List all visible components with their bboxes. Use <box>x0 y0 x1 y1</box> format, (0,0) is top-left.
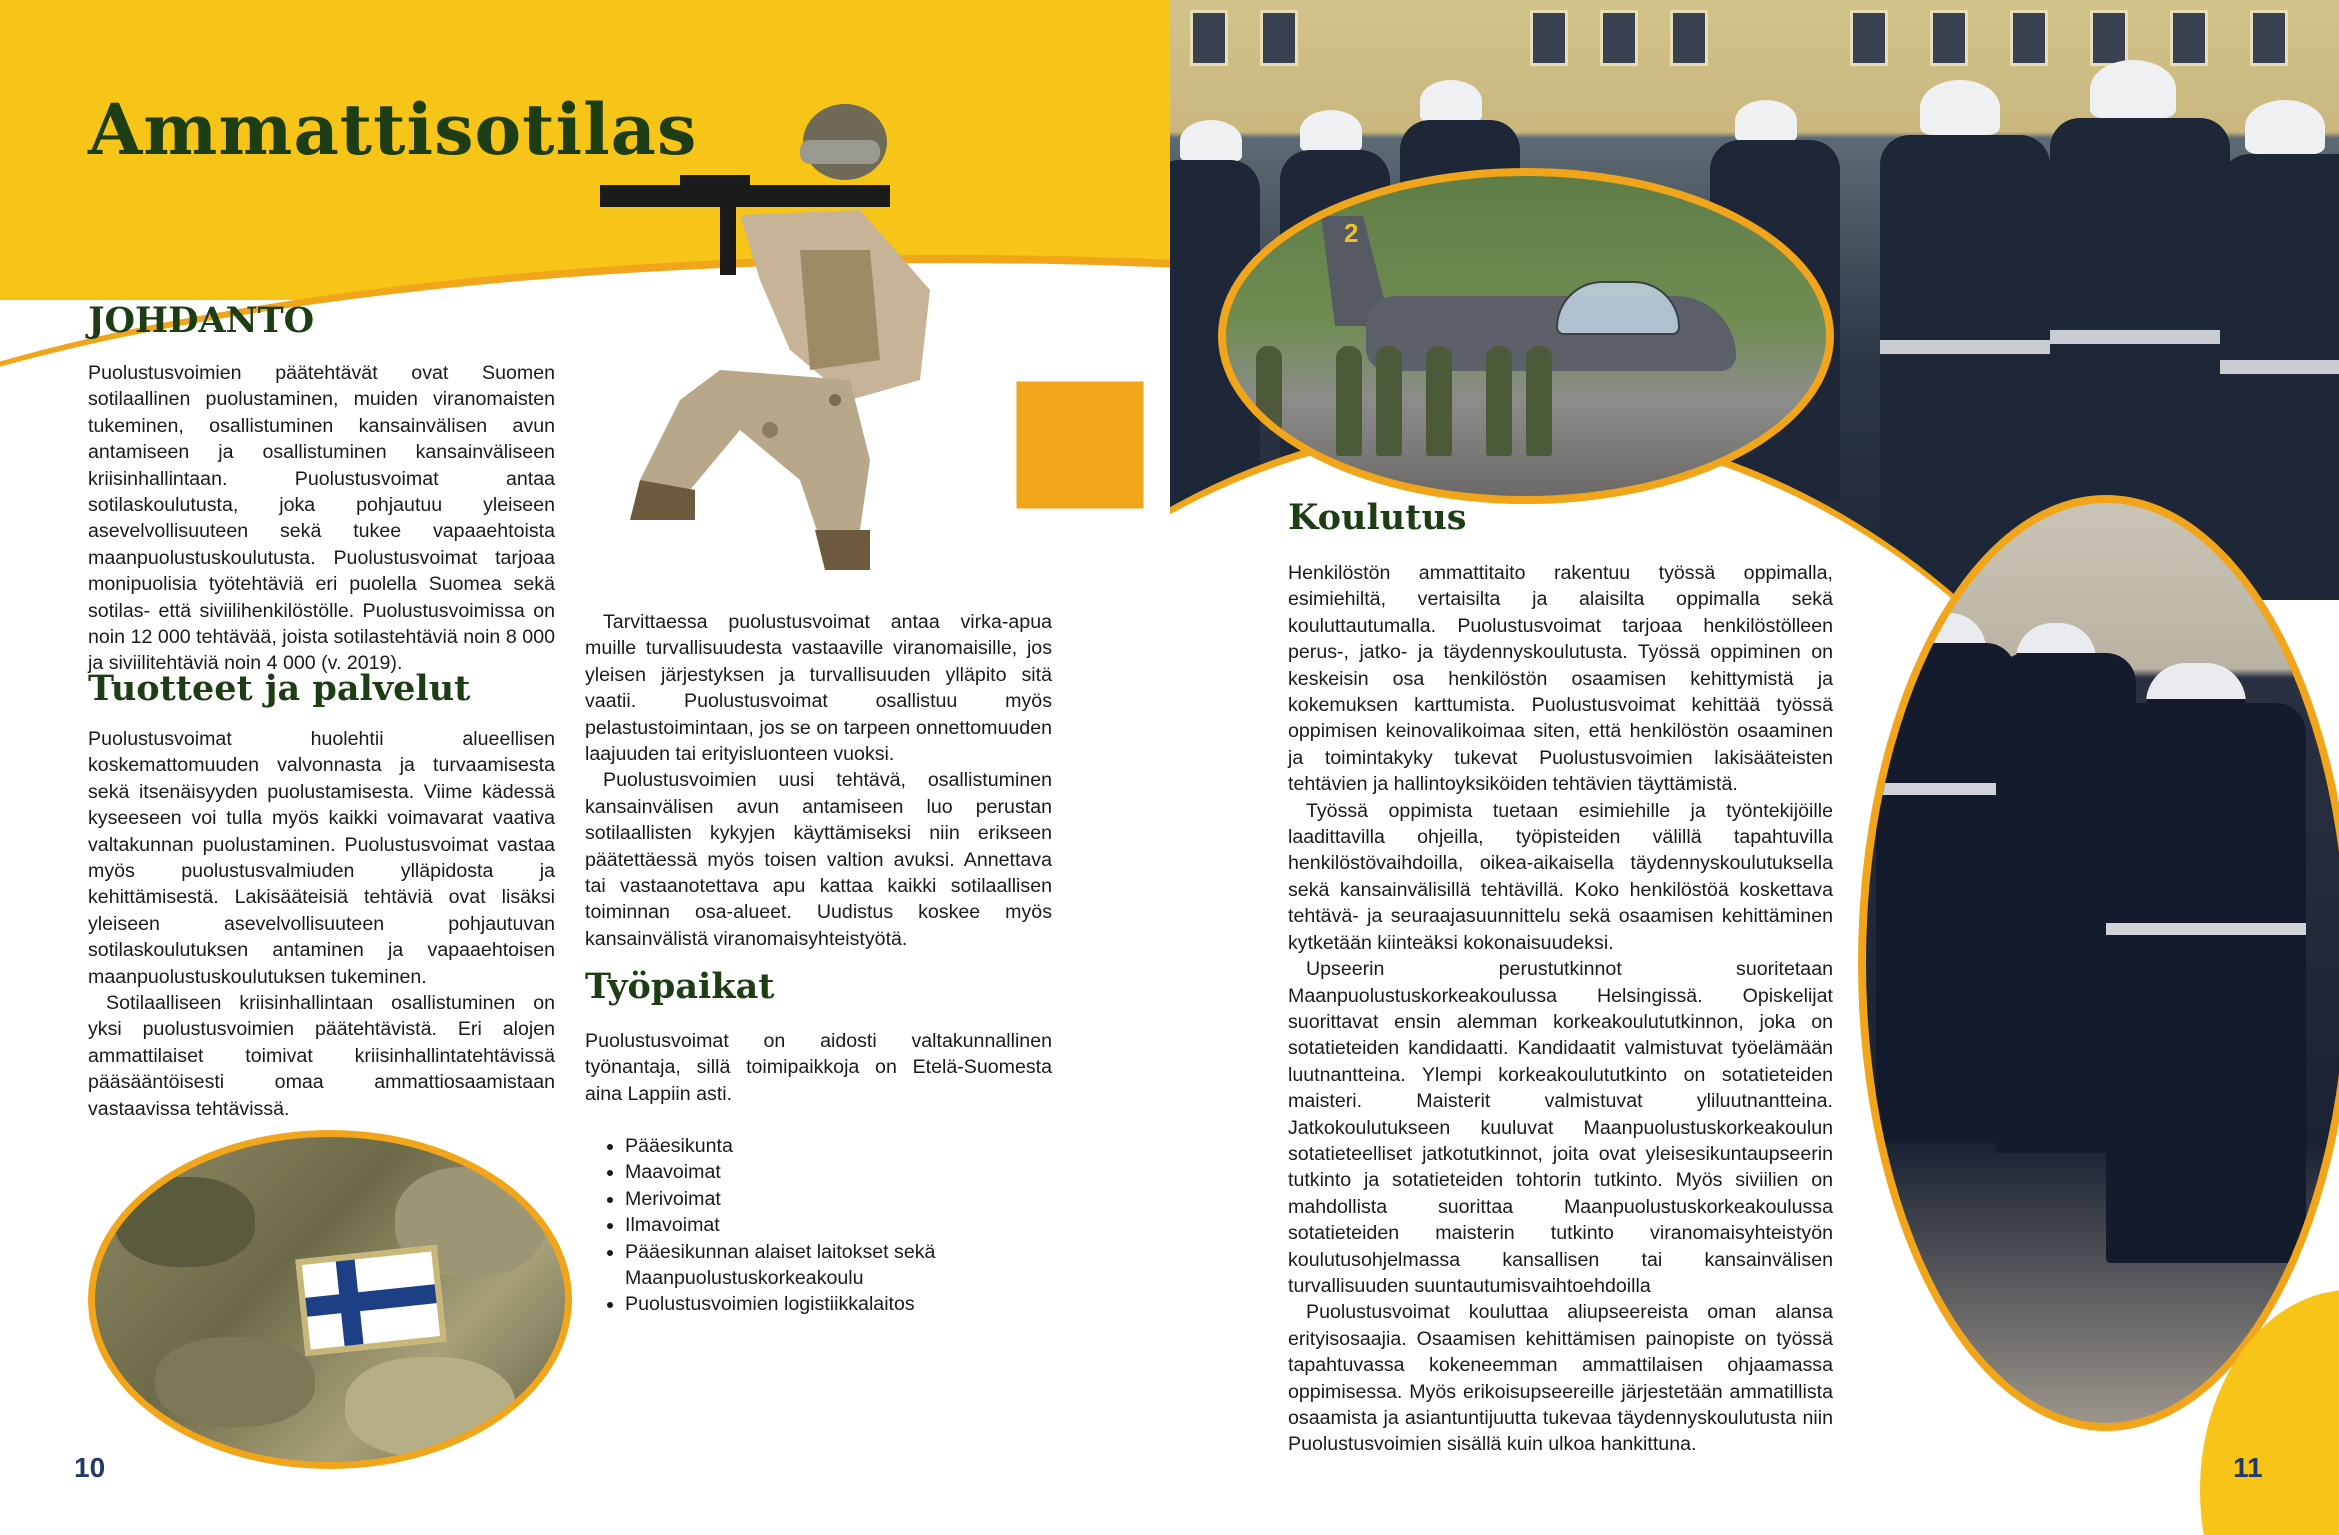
tyopaikat-text <box>585 1028 1052 1107</box>
building-window <box>1190 10 1228 66</box>
building-window <box>1930 10 1968 66</box>
johdanto-text <box>88 360 555 677</box>
crew-member <box>1486 346 1512 456</box>
koulutus-paragraph: Upseerin perustutkinnot suoritetaan Maanpuolustuskorkeakoulussa Helsingissä. Opiskelijat suorittavat ensin alemman korkeakoulututkinnon, joka on sotatieteiden kandidaatti. Kandidaatit valmistuvat työelämään luutnantteina. Ylempi korkeakoulututkinto on sotatieteiden maisteri. Maisterit valmistuvat yliluutnantteina. Jatkokoulutukseen kuuluvat Maanpuolustuskorkeakoulun sotatieteelliset jatkotutkinnot, joita ovat yleisesikuntaupseerin tutkinto ja sotatieteiden tohtorin tutkinto. Myös siviilien on mahdollista suorittaa Maanpuolustuskorkeakoulussa sotatieteiden maisterin tutkinto viranomaisyhteistyön koulutusohjelmassa kansallisen tai kansainvälisen turvallisuuden suuntautumisvaihtoehdoilla <box>1288 958 1833 1297</box>
list-item: • Pääesikunta <box>625 1133 1095 1159</box>
right-page <box>1170 0 2339 1535</box>
list-item: • Pääesikunnan alaiset laitokset sekä Maanpuolustuskorkeakoulu <box>625 1239 1095 1292</box>
camo-pattern <box>345 1357 515 1457</box>
cadet-belt <box>2106 923 2306 935</box>
johdanto-paragraph: Puolustusvoimien päätehtävät ovat Suomen sotilaallinen puolustaminen, muiden viranomaisten tukeminen, osallistuminen kansainvälisen avun antamiseen ja osallistuminen kansainväliseen kriisinhallintaan. Puolustusvoimat antaa sotilaskoulutusta, joka pohjautuu yleiseen asevelvollisuuteen sekä tukee vapaaehtoista maanpuolustuskoulutusta. Puolustusvoimat tarjoaa monipuolisia työtehtäviä eri puolella Suomea sekä sotilas- että siviilihenkilöstölle. Puolustusvoimissa on noin 12 000 tehtävää, joista sotilastehtäviä noin 8 000 ja siviilitehtäviä noin 4 000 (v. 2019). <box>88 362 555 675</box>
building-window <box>1260 10 1298 66</box>
jet-tail-number: 2 <box>1344 218 1359 248</box>
cadet <box>1876 643 2016 1143</box>
building-window <box>1530 10 1568 66</box>
crew-member <box>1256 346 1282 456</box>
building-window <box>1600 10 1638 66</box>
list-item: • Puolustusvoimien logistiikkalaitos <box>625 1291 1095 1317</box>
section-heading-koulutus: Koulutus <box>1288 497 1467 538</box>
koulutus-paragraph: Puolustusvoimat kouluttaa aliupseereista oman alansa erityisosaajia. Osaamisen kehittämisen painopiste on työssä tapahtuvassa kokeneemman ammattilaisen ohjaamassa oppimisessa. Myös erikoisupseereille järjestetään ammatillista osaamista ja asiantuntijuutta tukevaa täydennyskoulutusta niin Puolustusvoimien sisällä kuin ulkoa hankittuna. <box>1288 1301 1833 1456</box>
jet-canopy <box>1556 281 1680 335</box>
cadet <box>2106 703 2306 1263</box>
tuotteet-paragraph: Sotilaalliseen kriisinhallintaan osallistuminen on yksi puolustusvoimien päätehtävistä. Eri alojen ammattilaiset toimivat kriisinhallintatehtävissä pääsääntöisesti omaa ammattiosaamistaan vastaavissa tehtävissä. <box>88 992 555 1120</box>
cadets-photo <box>1858 495 2339 1431</box>
virka-apu-paragraph: Tarvittaessa puolustusvoimat antaa virka-apua muille turvallisuudesta vastaaville viranomaisille, jos yleisen järjestyksen ja turvallisuuden ylläpito sitä vaatii. Puolustusvoimat osallistuu myös pelastustoimintaan, jos se on tarpeen onnettomuuden laajuuden tai erityisluonteen vuoksi. <box>585 611 1052 766</box>
building-window <box>2250 10 2288 66</box>
finland-flag-patch <box>295 1245 446 1356</box>
crew-member <box>1376 346 1402 456</box>
koulutus-paragraph: Henkilöstön ammattitaito rakentuu työssä oppimalla, esimiehiltä, vertaisilta ja alaisilta oppimalla sekä kouluttautumalla. Puolustusvoimat tarjoaa henkilöstölleen perus-, jatko- ja täydennyskoulutusta. Työssä oppiminen on keskeisin osa henkilöstön osaamisen kehittymistä ja kokemuksen karttumista. Puolustusvoimat kehittää työssä oppimisen keinovalikoimaa siten, että henkilöstön osaaminen ja toimintakyky tukevat Puolustusvoimien lakisääteisten tehtävien ja hallintoyksiköiden tehtävien täyttämistä. <box>1288 562 1833 796</box>
virka-apu-paragraph: Puolustusvoimien uusi tehtävä, osallistuminen kansainvälisen avun antamiseen luo perustan sotilaallisten kykyjen käyttämiseksi niin erikseen päätettäessä myös toisen valtion avuksi. Annettava tai vastaanotettava apu kattaa kaikki sotilaallisen toiminnan osa-alueet. Uudistus koskee myös kansainvälistä viranomaisyhteistyötä. <box>585 769 1052 950</box>
camo-pattern <box>155 1337 315 1427</box>
section-heading-tyopaikat: Työpaikat <box>585 966 775 1007</box>
soldier-photo <box>600 100 1020 590</box>
virka-apu-text <box>585 609 1052 952</box>
cadet-belt <box>1876 783 2016 795</box>
building-window <box>1850 10 1888 66</box>
camo-flag-photo <box>88 1130 572 1469</box>
camo-pattern <box>115 1177 255 1267</box>
building-window <box>2090 10 2128 66</box>
crew-member <box>1526 346 1552 456</box>
section-heading-tuotteet: Tuotteet ja palvelut <box>88 668 471 709</box>
page-number-right: 11 <box>2233 1452 2263 1483</box>
jet-photo <box>1218 168 1834 504</box>
building-window <box>2170 10 2208 66</box>
page-number-left: 10 <box>74 1452 106 1483</box>
workplace-list <box>585 1133 1095 1318</box>
tuotteet-text <box>88 726 555 1122</box>
koulutus-paragraph: Työssä oppimista tuetaan esimiehille ja työntekijöille laadittavilla ohjeilla, työpisteiden välillä tapahtuvilla henkilöstövaihdoilla, oikea-aikaisella täydennyskoulutuksella sekä kansainvälisillä tehtävillä. Koko henkilöstöä koskettava tehtävä- ja seuraajasuunnittelu sekä osaamisen kehittäminen kytketään kiinteäksi kokonaisuudeksi. <box>1288 799 1833 954</box>
list-item: • Ilmavoimat <box>625 1212 1095 1238</box>
koulutus-text <box>1288 560 1833 1458</box>
tuotteet-paragraph: Puolustusvoimat huolehtii alueellisen koskemattomuuden valvonnasta ja turvaamisesta sekä itsenäisyyden puolustamisesta. Viime kädessä kyseeseen voi tulla myös kaikki voimavarat vaativa valtakunnan puolustaminen. Puolustusvoimat vastaa myös puolustusvalmiuden ylläpidosta ja kehittämisestä. Lakisääteisiä tehtäviä ovat lisäksi yleiseen asevelvollisuuteen pohjautuvan sotilaskoulutuksen antaminen ja vapaaehtoisen maanpuolustuskoulutuksen tukeminen. <box>88 728 555 988</box>
building-window <box>1670 10 1708 66</box>
list-item: • Merivoimat <box>625 1186 1095 1212</box>
page-title: Ammattisotilas <box>88 88 698 171</box>
building-window <box>2010 10 2048 66</box>
list-item: • Maavoimat <box>625 1159 1095 1185</box>
crew-member <box>1426 346 1452 456</box>
tyopaikat-paragraph: Puolustusvoimat on aidosti valtakunnallinen työnantaja, sillä toimipaikkoja on Etelä-Suomesta aina Lappiin asti. <box>585 1030 1052 1105</box>
crew-member <box>1336 346 1362 456</box>
section-heading-johdanto: JOHDANTO <box>88 300 315 341</box>
